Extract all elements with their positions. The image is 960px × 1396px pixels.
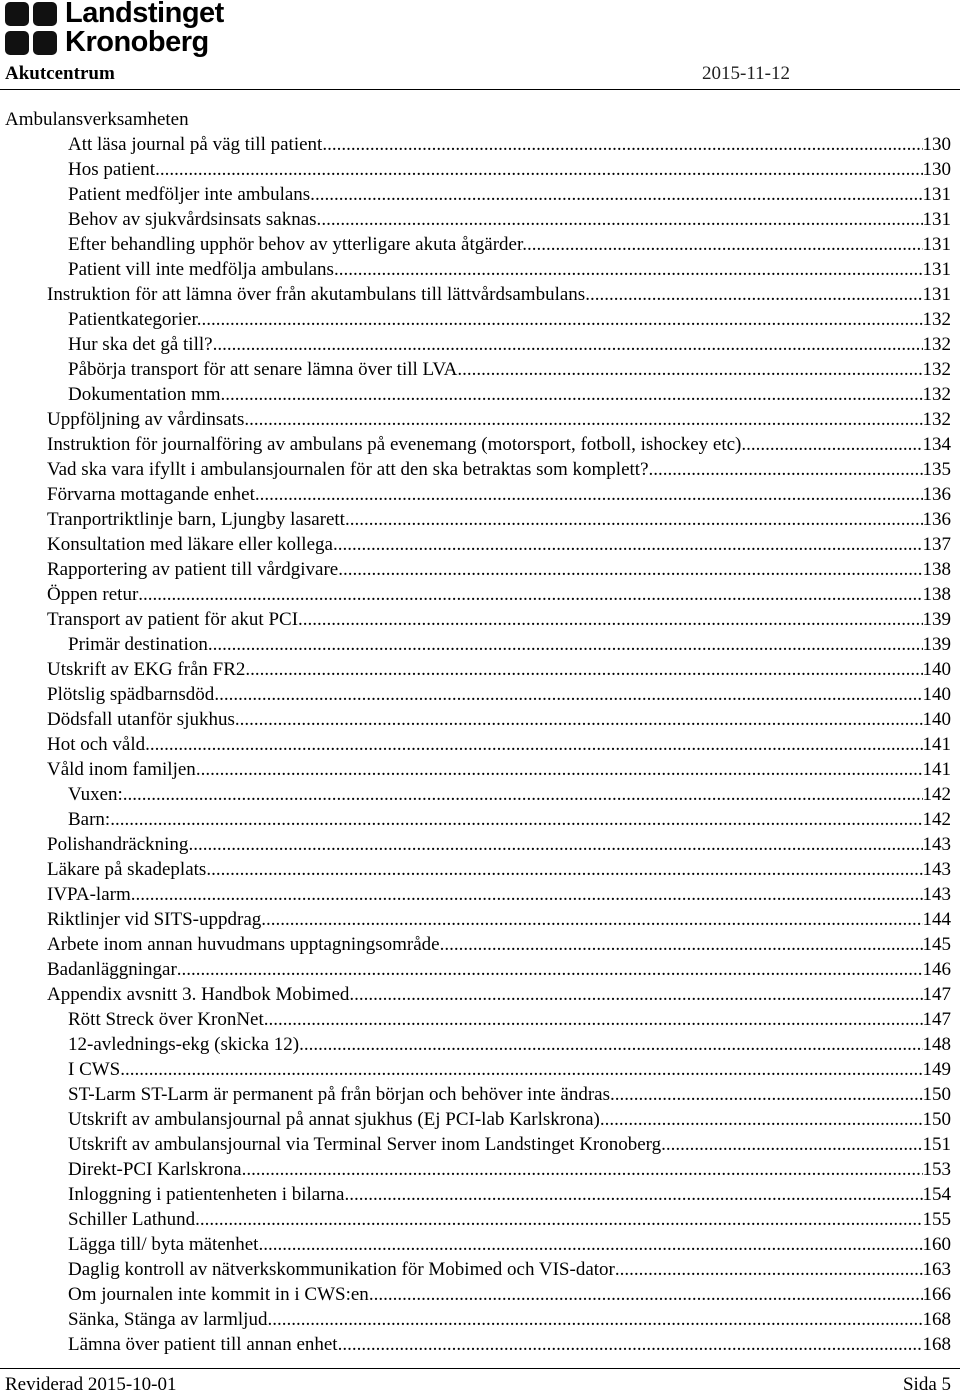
toc-entry-title: Barn: <box>68 809 111 830</box>
logo-line-1: Landstinget <box>65 0 224 29</box>
toc-entry-page: 150 <box>922 1109 951 1130</box>
toc-entry-title: Schiller Lathund <box>68 1209 196 1230</box>
toc-dot-leader <box>260 482 923 507</box>
toc-entry[interactable] <box>0 132 960 157</box>
logo-mark-icon <box>5 2 57 56</box>
toc-dot-leader <box>339 257 923 282</box>
toc-entry-title: Instruktion för journalföring av ambulans på evenemang (motorsport, fotboll, ishockey etc) <box>47 434 742 455</box>
toc-entry-title: I CWS <box>68 1059 121 1080</box>
toc-entry-page: 131 <box>922 209 951 230</box>
toc-entry-page: 136 <box>922 509 951 530</box>
toc-entry[interactable] <box>0 932 960 957</box>
toc-dot-leader <box>177 957 923 982</box>
toc-entry-title: Efter behandling upphör behov av ytterligare akuta åtgärder. <box>68 234 527 255</box>
toc-entry[interactable] <box>0 382 960 407</box>
toc-dot-leader <box>327 132 922 157</box>
toc-entry-title: 12-avlednings-ekg (skicka 12) <box>68 1034 300 1055</box>
toc-entry-page: 147 <box>922 984 951 1005</box>
toc-entry[interactable] <box>0 757 960 782</box>
toc-entry-title: Tranportriktlinje barn, Ljungby lasarett. <box>47 509 350 530</box>
toc-dot-leader <box>741 432 922 457</box>
toc-entry[interactable] <box>0 582 960 607</box>
toc-entry[interactable] <box>0 782 960 807</box>
toc-entry[interactable] <box>0 557 960 582</box>
toc-entry[interactable] <box>0 957 960 982</box>
toc-entry[interactable] <box>0 1132 960 1157</box>
toc-dot-leader <box>249 407 922 432</box>
toc-entry-page: 148 <box>922 1034 951 1055</box>
toc-entry[interactable] <box>0 832 960 857</box>
toc-entry-page: 130 <box>922 159 951 180</box>
toc-entry-title: Förvarna mottagande enhet. <box>47 484 260 505</box>
toc-entry-page: 141 <box>922 759 951 780</box>
toc-entry[interactable] <box>0 407 960 432</box>
toc-entry[interactable] <box>0 357 960 382</box>
toc-entry-page: 132 <box>922 409 951 430</box>
toc-dot-leader <box>600 1107 923 1132</box>
toc-entry-page: 146 <box>922 959 951 980</box>
toc-entry-title: Appendix avsnitt 3. Handbok Mobimed <box>47 984 350 1005</box>
toc-entry-page: 131 <box>922 184 951 205</box>
toc-dot-leader <box>201 307 922 332</box>
toc-entry-page: 143 <box>922 834 951 855</box>
toc-dot-leader <box>245 657 922 682</box>
toc-entry-title: Polishandräckning <box>47 834 189 855</box>
toc-entry[interactable] <box>0 1307 960 1332</box>
toc-dot-leader <box>344 1182 922 1207</box>
toc-entry-page: 137 <box>922 534 951 555</box>
toc-entry-title: Uppföljning av vårdinsats. <box>47 409 250 430</box>
toc-dot-leader <box>264 1007 923 1032</box>
toc-entry-title: Om journalen inte kommit in i CWS:en <box>68 1284 369 1305</box>
toc-entry-page: 136 <box>922 484 951 505</box>
toc-dot-leader <box>120 1057 922 1082</box>
toc-dot-leader <box>590 282 923 307</box>
toc-entry[interactable] <box>0 1007 960 1032</box>
toc-entry-page: 131 <box>922 284 951 305</box>
header-date: 2015-11-12 <box>702 63 790 84</box>
toc-dot-leader <box>338 557 922 582</box>
toc-entry-title: Daglig kontroll av nätverkskommunikation för Mobimed och VIS-dator <box>68 1259 615 1280</box>
toc-entry[interactable] <box>0 1232 960 1257</box>
toc-dot-leader <box>615 1257 923 1282</box>
toc-entry-page: 131 <box>922 259 951 280</box>
toc-entry-page: 153 <box>922 1159 951 1180</box>
toc-entry-page: 147 <box>922 1009 951 1030</box>
toc-entry-title: Utskrift av ambulansjournal på annat sjukhus (Ej PCI-lab Karlskrona) <box>68 1109 600 1130</box>
toc-entry-page: 141 <box>922 734 951 755</box>
toc-entry-page: 168 <box>922 1309 951 1330</box>
toc-entry-page: 149 <box>922 1059 951 1080</box>
toc-entry-page: 134 <box>922 434 951 455</box>
toc-entry-title: Rapportering av patient till vårdgivare <box>47 559 339 580</box>
toc-entry-page: 163 <box>922 1259 951 1280</box>
toc-entry-page: 155 <box>922 1209 951 1230</box>
toc-entry[interactable] <box>0 332 960 357</box>
toc-entry[interactable] <box>0 282 960 307</box>
toc-dot-leader <box>145 732 922 757</box>
toc-entry-title: Påbörja transport för att senare lämna över till LVA. <box>68 359 463 380</box>
toc-entry-page: 144 <box>922 909 951 930</box>
header-unit: Akutcentrum <box>5 63 115 84</box>
toc-entry-page: 143 <box>922 859 951 880</box>
toc-entry-title: Öppen retur <box>47 584 139 605</box>
toc-entry[interactable] <box>0 632 960 657</box>
toc-dot-leader <box>299 1032 922 1057</box>
toc-entry-page: 139 <box>922 609 951 630</box>
toc-entry[interactable] <box>0 432 960 457</box>
toc-dot-leader <box>235 707 923 732</box>
toc-entry[interactable] <box>0 857 960 882</box>
toc-entry[interactable] <box>0 882 960 907</box>
toc-entry[interactable] <box>0 457 960 482</box>
toc-entry[interactable] <box>0 207 960 232</box>
toc-entry-title: Våld inom familjen <box>47 759 196 780</box>
toc-entry-title: Hot och våld <box>47 734 146 755</box>
toc-dot-leader <box>350 507 923 532</box>
toc-dot-leader <box>188 832 922 857</box>
toc-entry[interactable] <box>0 1057 960 1082</box>
toc-entry-title: Dödsfall utanför sjukhus <box>47 709 235 730</box>
toc-entry[interactable] <box>0 1157 960 1182</box>
toc-entry-title: Att läsa journal på väg till patient. <box>68 134 328 155</box>
toc-entry-page: 132 <box>922 359 951 380</box>
toc-entry-page: 140 <box>922 709 951 730</box>
toc-dot-leader <box>213 632 923 657</box>
toc-dot-leader <box>338 1332 923 1357</box>
toc-dot-leader <box>221 382 923 407</box>
toc-entry-title: Lämna över patient till annan enhet <box>68 1334 338 1355</box>
toc-entry[interactable] <box>0 907 960 932</box>
toc-entry-title: Utskrift av EKG från FR2 <box>47 659 246 680</box>
toc-entry-title: Dokumentation mm <box>68 384 221 405</box>
toc-entry-title: Rött Streck över KronNet <box>68 1009 264 1030</box>
toc-entry-title: Patient vill inte medfölja ambulans. <box>68 259 339 280</box>
toc-entry-page: 130 <box>922 134 951 155</box>
toc-entry-page: 140 <box>922 659 951 680</box>
footer-divider <box>0 1368 960 1369</box>
toc-dot-leader <box>615 1082 923 1107</box>
toc-entry-title: Utskrift av ambulansjournal via Terminal Server inom Landstinget Kronoberg <box>68 1134 662 1155</box>
toc-entry-page: 131 <box>922 234 951 255</box>
toc-entry-page: 143 <box>922 884 951 905</box>
toc-dot-leader <box>214 682 922 707</box>
footer-revised: Reviderad 2015-10-01 <box>5 1374 177 1395</box>
toc-entry-title: Direkt-PCI Karlskrona <box>68 1159 242 1180</box>
header-divider <box>0 89 960 90</box>
toc-entry[interactable] <box>0 1332 960 1357</box>
toc-entry[interactable] <box>0 1207 960 1232</box>
toc-dot-leader <box>155 157 922 182</box>
toc-entry[interactable] <box>0 607 960 632</box>
toc-entry-title: Inloggning i patientenheten i bilarna <box>68 1184 345 1205</box>
toc-dot-leader <box>369 1282 923 1307</box>
toc-entry[interactable] <box>0 657 960 682</box>
footer-page-number: Sida 5 <box>902 1374 951 1395</box>
toc-entry-page: 135 <box>922 459 951 480</box>
toc-entry-page: 138 <box>922 559 951 580</box>
toc-entry[interactable] <box>0 1107 960 1132</box>
table-of-contents <box>0 132 960 1357</box>
toc-dot-leader <box>444 932 922 957</box>
toc-entry-page: 160 <box>922 1234 951 1255</box>
toc-entry-title: Transport av patient för akut PCI. <box>47 609 303 630</box>
toc-entry-page: 145 <box>922 934 951 955</box>
toc-dot-leader <box>303 607 923 632</box>
toc-entry-title: Badanläggningar <box>47 959 177 980</box>
toc-entry-title: Instruktion för att lämna över från akutambulans till lättvårdsambulans. <box>47 284 590 305</box>
toc-dot-leader <box>110 807 922 832</box>
toc-dot-leader <box>661 1132 922 1157</box>
toc-entry-title: Primär destination. <box>68 634 213 655</box>
toc-dot-leader <box>206 857 922 882</box>
toc-entry-title: Riktlinjer vid SITS-uppdrag <box>47 909 262 930</box>
toc-entry-title: ST-Larm ST-Larm är permanent på från början och behöver inte ändras. <box>68 1084 615 1105</box>
toc-entry[interactable] <box>0 682 960 707</box>
toc-entry-title: Vuxen: <box>68 784 123 805</box>
toc-entry[interactable] <box>0 1182 960 1207</box>
toc-dot-leader <box>261 907 922 932</box>
toc-entry-page: 132 <box>922 309 951 330</box>
toc-entry[interactable] <box>0 232 960 257</box>
toc-dot-leader <box>195 1207 922 1232</box>
toc-entry-page: 166 <box>922 1284 951 1305</box>
toc-entry-title: Lägga till/ byta mätenhet <box>68 1234 259 1255</box>
toc-dot-leader <box>349 982 922 1007</box>
toc-entry-title: IVPA-larm <box>47 884 131 905</box>
section-title: Ambulansverksamheten <box>5 109 189 130</box>
toc-entry[interactable] <box>0 1032 960 1057</box>
toc-entry-title: Hos patient <box>68 159 156 180</box>
toc-entry-page: 140 <box>922 684 951 705</box>
toc-entry-title: Hur ska det gå till? <box>68 334 213 355</box>
toc-entry-title: Konsultation med läkare eller kollega. <box>47 534 338 555</box>
toc-entry[interactable] <box>0 707 960 732</box>
toc-entry-title: Vad ska vara ifyllt i ambulansjournalen för att den ska betraktas som komplett? <box>47 459 649 480</box>
toc-dot-leader <box>213 332 923 357</box>
toc-entry-title: Patient medföljer inte ambulans. <box>68 184 315 205</box>
toc-entry-title: Arbete inom annan huvudmans upptagningsområde. <box>47 934 445 955</box>
toc-entry-page: 168 <box>922 1334 951 1355</box>
toc-dot-leader <box>649 457 923 482</box>
toc-entry[interactable] <box>0 732 960 757</box>
toc-entry[interactable] <box>0 307 960 332</box>
toc-entry[interactable] <box>0 807 960 832</box>
toc-dot-leader <box>258 1232 922 1257</box>
toc-entry-title: Behov av sjukvårdsinsats saknas. <box>68 209 322 230</box>
toc-entry[interactable] <box>0 507 960 532</box>
toc-entry-page: 139 <box>922 634 951 655</box>
toc-dot-leader <box>196 757 923 782</box>
toc-entry-title: Sänka, Stänga av larmljud. <box>68 1309 273 1330</box>
toc-entry[interactable] <box>0 1082 960 1107</box>
toc-dot-leader <box>123 782 923 807</box>
toc-entry-page: 138 <box>922 584 951 605</box>
toc-entry-page: 154 <box>922 1184 951 1205</box>
toc-dot-leader <box>462 357 922 382</box>
toc-entry-page: 132 <box>922 334 951 355</box>
toc-entry-title: Plötslig spädbarnsdöd <box>47 684 215 705</box>
toc-entry-title: Läkare på skadeplats <box>47 859 207 880</box>
toc-entry[interactable] <box>0 1282 960 1307</box>
toc-entry-title: Patientkategorier. <box>68 309 202 330</box>
toc-dot-leader <box>321 207 922 232</box>
toc-entry-page: 150 <box>922 1084 951 1105</box>
toc-dot-leader <box>527 232 923 257</box>
toc-entry[interactable] <box>0 1257 960 1282</box>
toc-dot-leader <box>138 582 922 607</box>
landstinget-kronoberg-logo <box>5 2 245 62</box>
toc-entry[interactable] <box>0 532 960 557</box>
logo-line-2: Kronoberg <box>65 26 209 58</box>
toc-entry-page: 142 <box>922 784 951 805</box>
toc-entry[interactable] <box>0 982 960 1007</box>
toc-dot-leader <box>242 1157 923 1182</box>
toc-entry[interactable] <box>0 157 960 182</box>
toc-dot-leader <box>131 882 923 907</box>
toc-entry-page: 132 <box>922 384 951 405</box>
toc-dot-leader <box>338 532 923 557</box>
toc-entry-page: 142 <box>922 809 951 830</box>
toc-entry[interactable] <box>0 182 960 207</box>
toc-entry[interactable] <box>0 257 960 282</box>
toc-entry[interactable] <box>0 482 960 507</box>
toc-dot-leader <box>272 1307 922 1332</box>
toc-entry-page: 151 <box>922 1134 951 1155</box>
toc-dot-leader <box>315 182 923 207</box>
